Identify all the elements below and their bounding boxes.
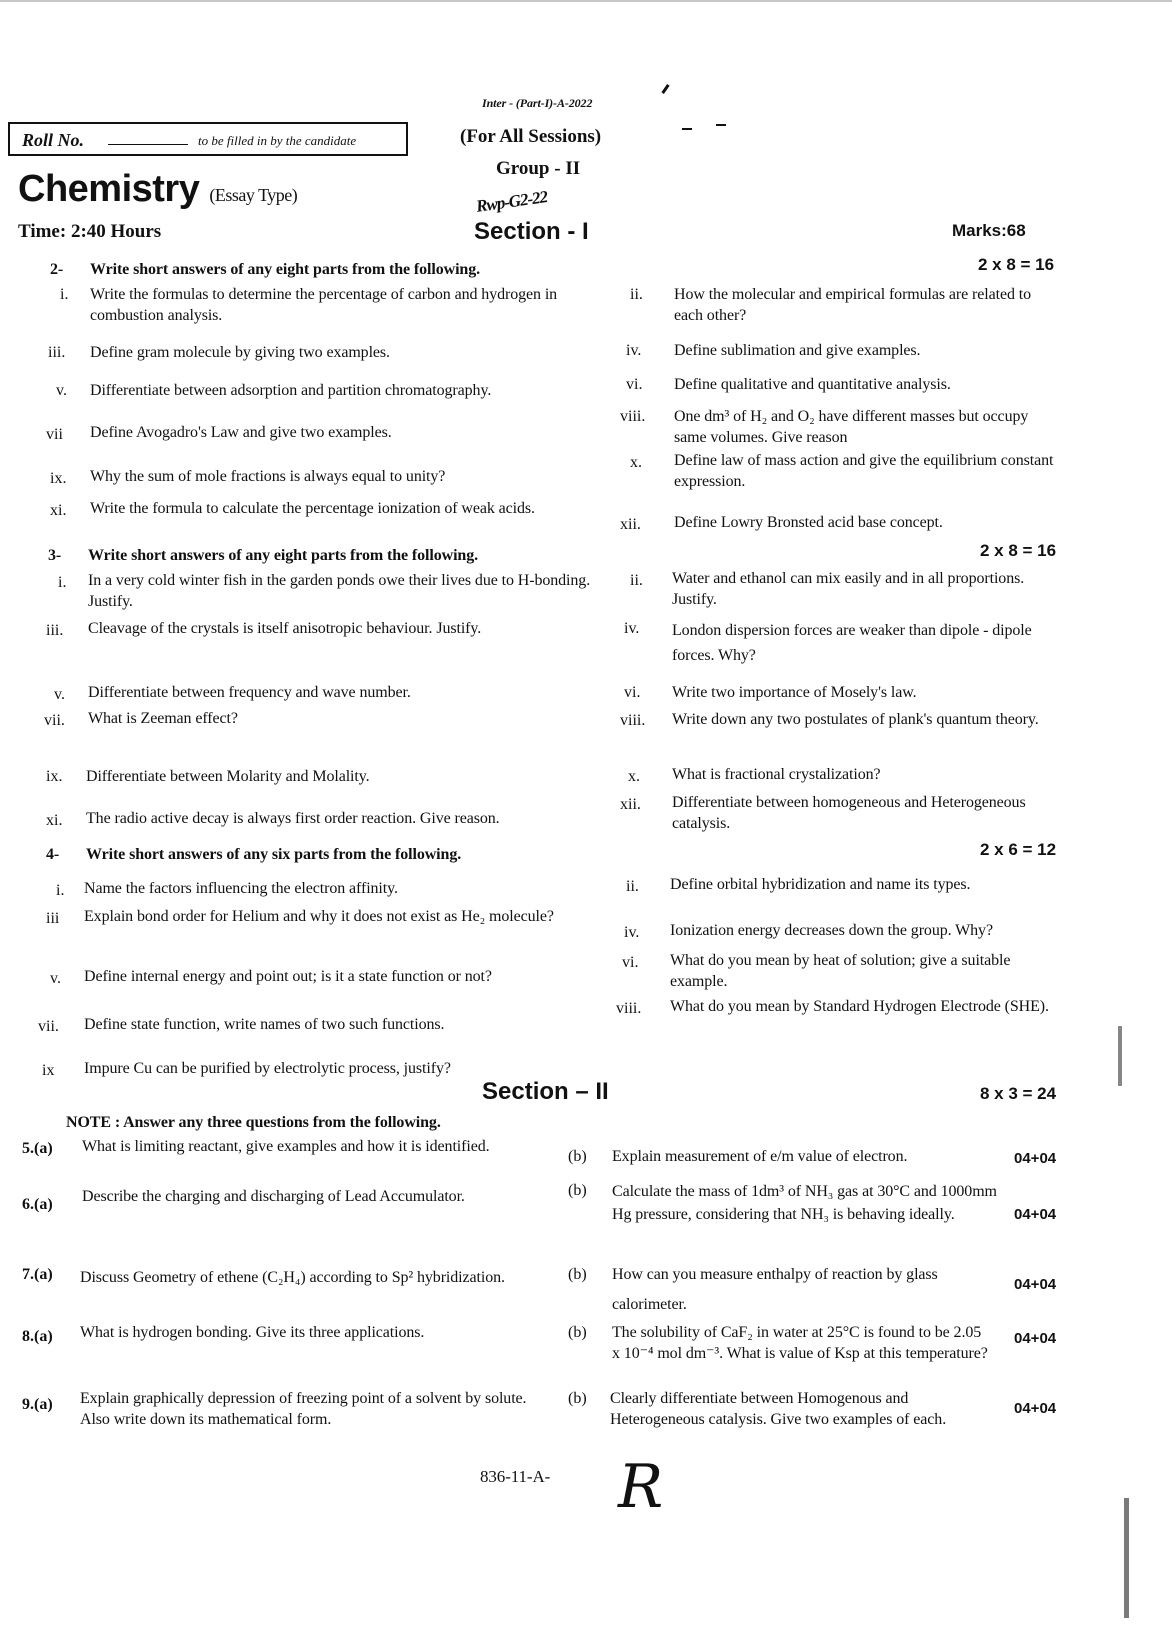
long-q-marks: 04+04 xyxy=(1014,1150,1057,1167)
q4-part-text: What do you mean by heat of solution; give a suitable example. xyxy=(670,952,1011,990)
long-q-part-a: Explain graphically depression of freezing point of a solvent by solute. Also write down its mathematical form. xyxy=(80,1390,527,1428)
subject-title xyxy=(18,168,297,211)
long-q-part-a: What is hydrogen bonding. Give its three applications. xyxy=(80,1324,425,1341)
scan-speck xyxy=(716,124,726,126)
long-q-number: 5.(a) xyxy=(22,1140,53,1157)
q4-instruction: Write short answers of any six parts from the following. xyxy=(86,846,462,863)
q2-part-text: Define law of mass action and give the equilibrium constant expression. xyxy=(674,452,1054,490)
q3-part-text: What is Zeeman effect? xyxy=(88,710,238,727)
q3-marks: 2 x 8 = 16 xyxy=(980,541,1057,560)
q2-part-num: v. xyxy=(56,382,67,399)
q3-part-text: In a very cold winter fish in the garden ponds owe their lives due to H-bonding. Justify. xyxy=(88,572,591,610)
q4-part-text: Name the factors influencing the electron affinity. xyxy=(84,880,398,897)
q2-part-num: ix. xyxy=(50,470,67,487)
q4-part-text: Impure Cu can be purified by electrolytic process, justify? xyxy=(84,1060,451,1077)
q2-part-text: Write the formulas to determine the percentage of carbon and hydrogen in combustion analysis. xyxy=(90,286,558,324)
time-allowed: Time: 2:40 Hours xyxy=(18,221,162,242)
q4-part-text: Explain bond order for Helium and why it does not exist as He₂ molecule? xyxy=(84,908,554,925)
handwritten-mark: R xyxy=(618,1452,664,1522)
q3-part-num: viii. xyxy=(620,712,646,729)
total-marks: Marks:68 xyxy=(952,221,1026,240)
q2-part-text: Why the sum of mole fractions is always equal to unity? xyxy=(90,468,446,485)
q2-part-num: iii. xyxy=(48,344,66,361)
footer-code: 836-11-A- xyxy=(480,1467,551,1486)
q2-number: 2- xyxy=(50,261,64,278)
subject-name: Chemistry xyxy=(18,168,200,210)
q2-part-num: viii. xyxy=(620,408,646,425)
long-q-part-b: Calculate the mass of 1dm³ of NH₃ gas at 30°C and 1000mm Hg pressure, considering that NH₃ is behaving ideally. xyxy=(612,1183,997,1223)
roll-no-blank xyxy=(108,144,188,145)
long-q-marks: 04+04 xyxy=(1014,1276,1057,1293)
q3-part-text: What is fractional crystalization? xyxy=(672,766,881,783)
q3-instruction: Write short answers of any eight parts from the following. xyxy=(88,547,479,564)
q4-part-num: vii. xyxy=(38,1018,59,1035)
q2-part-text: Define Lowry Bronsted acid base concept. xyxy=(674,514,943,531)
long-q-part-b: How can you measure enthalpy of reaction by glass calorimeter. xyxy=(612,1266,938,1313)
section-one-title: Section - I xyxy=(474,218,589,245)
q2-part-text: Write the formula to calculate the percentage ionization of weak acids. xyxy=(90,500,535,517)
handwritten-code: Rwp-G2-22 xyxy=(474,187,549,216)
paper-code: Inter - (Part-I)-A-2022 xyxy=(482,96,593,110)
q3-part-text: Write two importance of Mosely's law. xyxy=(672,684,917,701)
q2-part-num: xi. xyxy=(50,502,67,519)
roll-no-box xyxy=(8,122,408,156)
long-q-number: 6.(a) xyxy=(22,1196,53,1213)
roll-no-note: to be filled in by the candidate xyxy=(198,133,357,148)
q2-part-text: Define Avogadro's Law and give two examples. xyxy=(90,424,392,441)
q4-part-num: i. xyxy=(56,882,65,899)
q3-part-num: ix. xyxy=(46,768,63,785)
q3-part-num: vi. xyxy=(624,684,641,701)
q2-part-num: vii xyxy=(46,426,63,443)
long-q-part-b: Explain measurement of e/m value of electron. xyxy=(612,1148,908,1165)
q4-part-num: viii. xyxy=(616,1000,642,1017)
q3-part-num: xii. xyxy=(620,796,641,813)
group: Group - II xyxy=(496,158,581,179)
long-q-marks: 04+04 xyxy=(1014,1330,1057,1347)
scan-speck xyxy=(682,128,692,130)
long-q-part-b: Clearly differentiate between Homogenous and Heterogeneous catalysis. Give two examples of each. xyxy=(610,1390,947,1428)
q4-part-num: ix xyxy=(42,1062,55,1079)
q3-part-num: v. xyxy=(54,686,65,703)
q4-part-num: v. xyxy=(50,970,61,987)
q4-part-text: Define state function, write names of two such functions. xyxy=(84,1016,445,1033)
q4-part-text: Ionization energy decreases down the group. Why? xyxy=(670,922,993,939)
q4-part-text: Define internal energy and point out; is it a state function or not? xyxy=(84,968,492,985)
scan-speck xyxy=(661,84,669,94)
q3-part-num: x. xyxy=(628,768,640,785)
q3-number: 3- xyxy=(48,547,62,564)
q4-part-num: iv. xyxy=(624,924,640,941)
long-q-part-a: Discuss Geometry of ethene (C₂H₄) according to Sp² hybridization. xyxy=(80,1269,505,1286)
long-q-number: 7.(a) xyxy=(22,1266,53,1283)
q4-number: 4- xyxy=(46,846,60,863)
q3-part-num: vii. xyxy=(44,712,65,729)
long-q-b-label: (b) xyxy=(568,1148,587,1165)
long-q-b-label: (b) xyxy=(568,1266,587,1283)
q3-part-text: The radio active decay is always first order reaction. Give reason. xyxy=(86,810,500,827)
section-two-marks: 8 x 3 = 24 xyxy=(980,1084,1057,1103)
q2-part-text: Define sublimation and give examples. xyxy=(674,342,921,359)
long-q-part-b: The solubility of CaF₂ in water at 25°C is found to be 2.05 x 10⁻⁴ mol dm⁻³. What is value of Ksp at this temperature? xyxy=(612,1324,988,1362)
q3-part-num: iv. xyxy=(624,620,640,637)
q3-part-text: Differentiate between frequency and wave number. xyxy=(88,684,411,701)
long-q-number: 8.(a) xyxy=(22,1328,53,1345)
scan-edge xyxy=(1118,1026,1122,1086)
q2-part-text: One dm³ of H₂ and O₂ have different masses but occupy same volumes. Give reason xyxy=(674,408,1029,446)
long-q-b-label: (b) xyxy=(568,1324,587,1341)
q3-part-text: Cleavage of the crystals is itself anisotropic behaviour. Justify. xyxy=(88,620,482,637)
q3-part-num: xi. xyxy=(46,812,63,829)
q2-part-num: xii. xyxy=(620,516,641,533)
q4-part-text: What do you mean by Standard Hydrogen Electrode (SHE). xyxy=(670,998,1049,1015)
long-q-marks: 04+04 xyxy=(1014,1400,1057,1417)
q2-part-num: iv. xyxy=(626,342,642,359)
roll-no-label: Roll No. xyxy=(22,130,85,150)
sessions: (For All Sessions) xyxy=(460,126,602,147)
q3-part-text: Differentiate between Molarity and Molality. xyxy=(86,768,370,785)
q2-part-num: vi. xyxy=(626,376,643,393)
q3-part-num: iii. xyxy=(46,622,64,639)
long-q-number: 9.(a) xyxy=(22,1396,53,1413)
q3-part-text: Write down any two postulates of plank's quantum theory. xyxy=(672,711,1039,728)
q4-marks: 2 x 6 = 12 xyxy=(980,840,1057,859)
q3-part-text: Differentiate between homogeneous and Heterogeneous catalysis. xyxy=(672,794,1026,832)
q3-part-num: i. xyxy=(58,574,67,591)
q2-marks: 2 x 8 = 16 xyxy=(978,255,1055,274)
q4-part-num: vi. xyxy=(622,954,639,971)
q3-part-text: London dispersion forces are weaker than dipole - dipole forces. Why? xyxy=(672,622,1032,664)
q4-part-num: ii. xyxy=(626,878,639,895)
long-q-part-a: Describe the charging and discharging of Lead Accumulator. xyxy=(82,1188,465,1205)
scan-edge xyxy=(1124,1498,1129,1618)
q2-part-num: ii. xyxy=(630,286,643,303)
scan-edge xyxy=(0,0,1172,2)
q3-part-num: ii. xyxy=(630,572,643,589)
q2-part-text: How the molecular and empirical formulas are related to each other? xyxy=(674,286,1032,324)
long-q-b-label: (b) xyxy=(568,1182,587,1199)
q2-part-text: Define gram molecule by giving two examples. xyxy=(90,344,390,361)
q3-part-text: Water and ethanol can mix easily and in all proportions. Justify. xyxy=(672,570,1025,608)
long-q-marks: 04+04 xyxy=(1014,1206,1057,1223)
q4-part-text: Define orbital hybridization and name its types. xyxy=(670,876,971,893)
long-q-part-a: What is limiting reactant, give examples and how it is identified. xyxy=(82,1138,490,1155)
q2-instruction: Write short answers of any eight parts from the following. xyxy=(90,261,481,278)
subject-type: (Essay Type) xyxy=(209,185,298,205)
section-two-note: NOTE : Answer any three questions from the following. xyxy=(66,1114,441,1131)
q2-part-num: x. xyxy=(630,454,642,471)
long-q-b-label: (b) xyxy=(568,1390,587,1407)
q2-part-num: i. xyxy=(60,286,69,303)
q2-part-text: Differentiate between adsorption and partition chromatography. xyxy=(90,382,492,399)
section-two-title: Section – II xyxy=(482,1078,609,1105)
q2-part-text: Define qualitative and quantitative analysis. xyxy=(674,376,951,393)
q4-part-num: iii xyxy=(46,910,60,927)
